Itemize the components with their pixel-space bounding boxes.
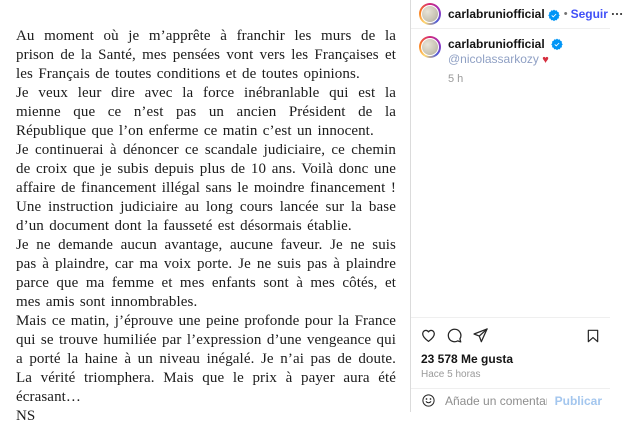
post-image-text <box>16 27 396 426</box>
post-header <box>411 0 610 29</box>
caption-comment <box>419 36 602 87</box>
post-paragraph: Mais ce matin, j’éprouve une peine profonde pour la France qui se trouve humiliée par l’expression d’une vengeance qui a porté la haine à un niveau inégalé. Je n’ai pas de doute. La vérité triomphera. Mais que le prix à payer aura été écrasant… <box>16 313 396 405</box>
verified-badge-icon <box>548 8 560 20</box>
caption-line <box>448 37 602 68</box>
follow-button[interactable]: Seguir <box>570 7 608 21</box>
smiley-emoji-icon <box>421 393 436 408</box>
dot-separator: • <box>563 8 568 20</box>
action-bar <box>411 318 610 349</box>
red-heart-emoji: ♥ <box>542 54 549 66</box>
publish-button[interactable]: Publicar <box>554 393 602 408</box>
mention-link[interactable]: @nicolassarkozy <box>448 52 539 66</box>
post-paragraph: Je veux leur dire avec la force inébranlable qui est la mienne que ce n’est pas un ancien Président de la République que l’on enferme ce matin c’est un innocent. <box>16 85 396 139</box>
share-button[interactable] <box>472 327 489 344</box>
save-bookmark-icon <box>585 328 601 344</box>
comment-bubble-icon <box>446 327 463 344</box>
avatar[interactable] <box>419 3 441 25</box>
comments-section <box>411 29 610 317</box>
post-paragraph: Au moment où je m’apprête à franchir les murs de la prison de la Santé, mes pensées vont vers les Françaises et les Français de toutes conditions et de toutes opinions. <box>16 28 396 82</box>
comment-input[interactable] <box>443 393 549 409</box>
comment-form <box>411 388 610 412</box>
more-options-icon <box>610 7 624 21</box>
post-time: Hace 5 horas <box>421 369 481 380</box>
comment-button[interactable] <box>446 327 463 344</box>
post-footer <box>411 317 610 412</box>
verified-badge-icon <box>551 38 563 50</box>
post-paragraph: Je ne demande aucun avantage, aucune faveur. Je ne suis pas à plaindre, car ma voix porte. Je ne suis pas à plaindre parce que ma femme et mes enfants sont à mes côtés, et mes amis sont innombrables. <box>16 237 396 310</box>
more-options-button[interactable] <box>608 5 626 23</box>
save-button[interactable] <box>585 328 601 344</box>
username-link[interactable]: carlabruniofficial <box>448 7 545 21</box>
post-paragraph: Je continuerai à dénoncer ce scandale judiciaire, ce chemin de croix que je subis depuis plus de 10 ans. Voilà donc une affaire de financement illégal sans le moindre financement ! Une instruction judiciaire au long cours lancée sur la base d’un document dont la fausseté est désormais établie. <box>16 142 396 234</box>
caption-timestamp: 5 h <box>448 73 464 85</box>
like-button[interactable] <box>420 327 437 344</box>
post-sidebar <box>411 0 610 412</box>
caption-avatar[interactable] <box>419 36 441 58</box>
like-heart-icon <box>420 327 437 344</box>
likes-count[interactable]: 23 578 Me gusta <box>421 352 514 366</box>
caption-body <box>448 36 602 87</box>
emoji-button[interactable] <box>418 393 443 408</box>
avatar-photo <box>421 38 439 56</box>
avatar-photo <box>421 5 439 23</box>
caption-username-link[interactable]: carlabruniofficial <box>448 37 545 51</box>
share-plane-icon <box>472 327 489 344</box>
post-paragraph: NS <box>16 408 36 424</box>
